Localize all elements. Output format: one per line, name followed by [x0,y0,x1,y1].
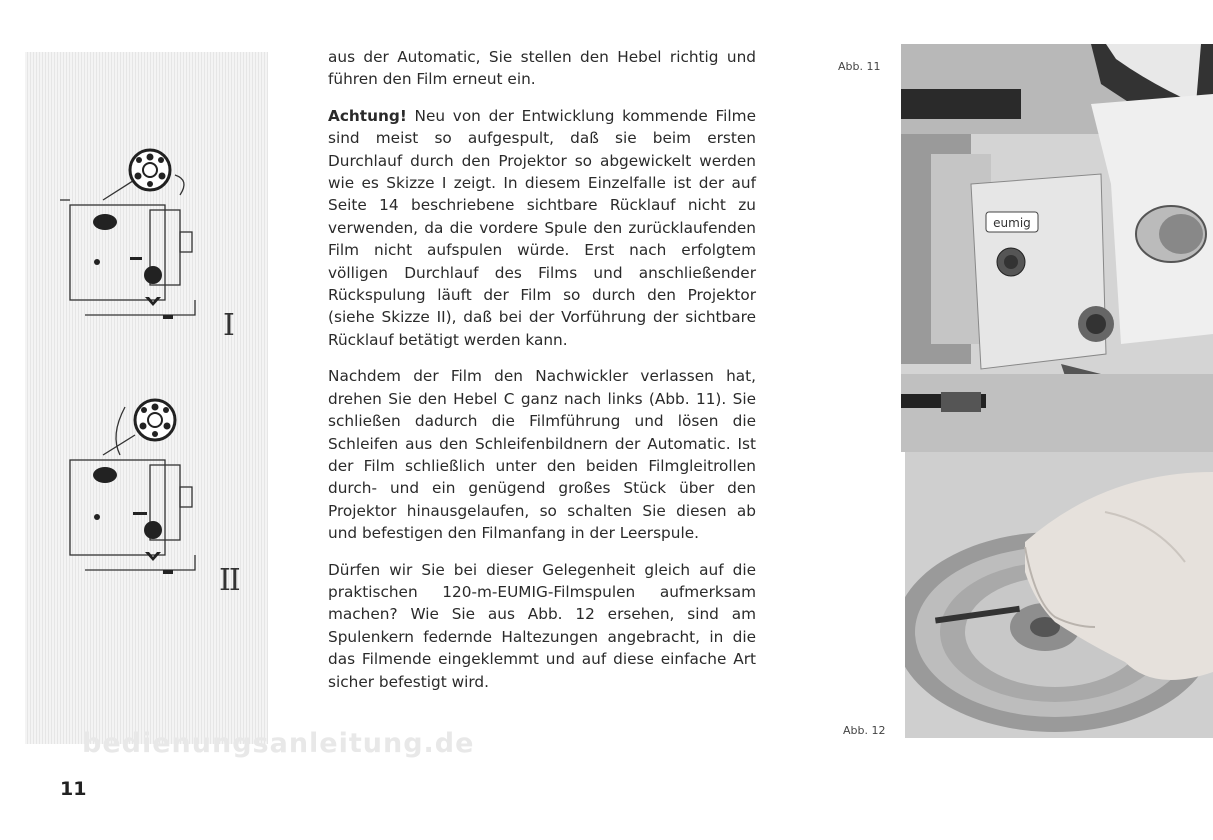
photo-projector [901,44,1213,452]
body-text [328,46,756,707]
sketch-i-numeral: I [223,308,233,343]
brand-label: eumig [993,216,1031,230]
paragraph-attention: Achtung! Neu von der Entwicklung kommende Filme sind meist so aufgespult, daß sie beim ersten Durchlauf durch den Projektor so abgewickelt werden wie es Skizze I zeigt. In diesem Einzelfalle ist der auf Seite 14 beschriebene sichtbare Rücklauf nicht zu verwenden, da die vordere Spule den zurücklaufenden Film nicht aufspulen würde. Erst nach erfolgtem völligen Durchlauf des Films und anschließender Rückspulung läuft der Film so durch den Projektor (siehe Skizze II), daß bei der Vorführung der sichtbare Rücklauf betätigt werden kann. [328,106,756,349]
page-number: 11 [60,778,87,800]
paragraph: Dürfen wir Sie bei dieser Gelegenheit gleich auf die praktischen 120-m-EUMIG-Filmspulen aufmerksam machen? Wie Sie aus Abb. 12 ersehen, sind am Spulenkern federnde Haltezungen angebracht, in die das Filmende eingeklemmt und auf diese einfache Art sicher befestigt wird. [328,560,756,691]
sketch-i [55,140,255,320]
paragraph: Nachdem der Film den Nachwickler verlassen hat, drehen Sie den Hebel C ganz nach links (Abb. 11). Sie schließen dadurch die Filmführung und lösen die Schleifen aus den Schleifenbildnern der Automatic. Ist der Film schließlich unter den beiden Filmgleitrollen durch- und ein genügend großes Stück über den Projektor hinausgelaufen, so schalten Sie diesen ab und befestigen den Filmanfang in der Leerspule. [328,367,756,543]
sketch-ii-numeral: II [219,563,239,598]
figure-caption-11: Abb. 11 [838,60,881,73]
watermark: bedienungsanleitung.de [82,728,475,759]
paragraph: aus der Automatic, Sie stellen den Hebel richtig und führen den Film erneut ein. [328,48,756,89]
figure-caption-12: Abb. 12 [843,724,886,737]
photo-film-reel [905,452,1213,738]
attention-lead: Achtung! [328,106,407,125]
sketch-ii [55,395,255,575]
